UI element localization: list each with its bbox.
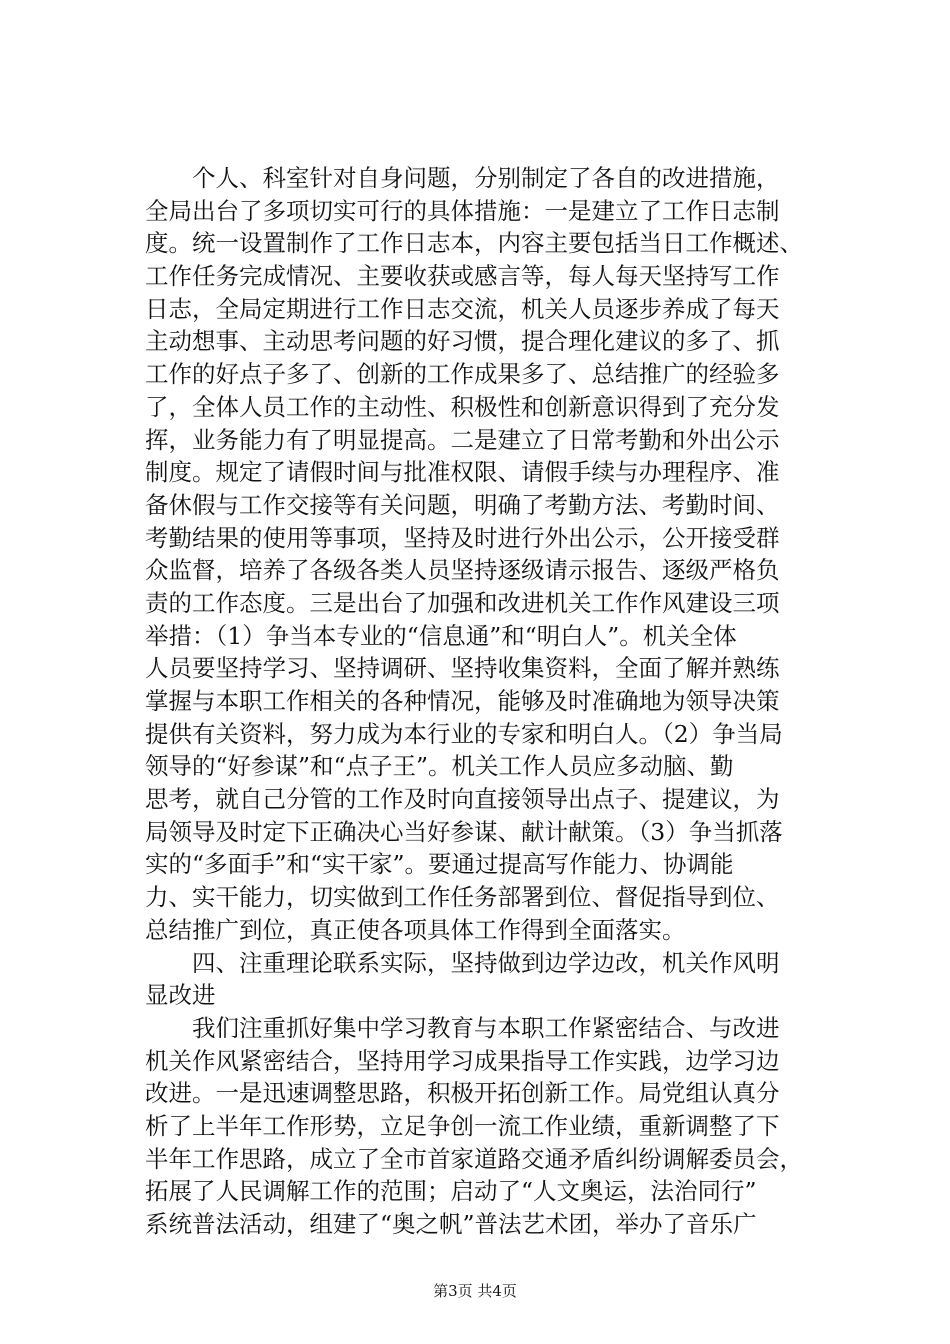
text-line: 半年工作思路，成立了全市首家道路交通矛盾纠纷调解委员会， bbox=[145, 1144, 803, 1173]
text-line: 机关作风紧密结合，坚持用学习成果指导工作实践，边学习边 bbox=[145, 1046, 780, 1075]
text-line: 人员要坚持学习、坚持调研、坚持收集资料，全面了解并熟练 bbox=[145, 654, 780, 683]
text-line: 思考，就自己分管的工作及时向直接领导出点子、提建议，为 bbox=[145, 785, 780, 814]
text-line: 备休假与工作交接等有关问题，明确了考勤方法、考勤时间、 bbox=[145, 490, 780, 519]
text-line: 力、实干能力，切实做到工作任务部署到位、督促指导到位、 bbox=[145, 883, 780, 912]
text-line: 度。统一设置制作了工作日志本，内容主要包括当日工作概述、 bbox=[145, 229, 803, 258]
text-line: 我们注重抓好集中学习教育与本职工作紧密结合、与改进 bbox=[192, 1013, 780, 1042]
text-line: 了，全体人员工作的主动性、积极性和创新意识得到了充分发 bbox=[145, 392, 780, 421]
text-line: 制度。规定了请假时间与批准权限、请假手续与办理程序、准 bbox=[145, 458, 780, 487]
text-line: 全局出台了多项切实可行的具体措施：一是建立了工作日志制 bbox=[145, 196, 780, 225]
text-line: 责的工作态度。三是出台了加强和改进机关工作作风建设三项 bbox=[145, 588, 780, 617]
text-line: 主动想事、主动思考问题的好习惯，提合理化建议的多了、抓 bbox=[145, 327, 780, 356]
text-line: 改进。一是迅速调整思路，积极开拓创新工作。局党组认真分 bbox=[145, 1079, 780, 1108]
text-line: 实的“多面手”和“实干家”。要通过提高写作能力、协调能 bbox=[145, 850, 734, 879]
text-line: 个人、科室针对自身问题，分别制定了各自的改进措施， bbox=[192, 164, 780, 192]
text-line: 领导的“好参谋”和“点子王”。机关工作人员应多动脑、勤 bbox=[145, 752, 734, 781]
text-line: 总结推广到位，真正使各项具体工作得到全面落实。 bbox=[145, 915, 686, 944]
text-line: 举措：（1）争当本专业的“信息通”和“明白人”。机关全体 bbox=[145, 621, 737, 650]
text-line: 众监督，培养了各级各类人员坚持逐级请示报告、逐级严格负 bbox=[145, 556, 780, 585]
body-text bbox=[145, 162, 835, 1241]
text-line: 挥，业务能力有了明显提高。二是建立了日常考勤和外出公示 bbox=[145, 425, 780, 454]
page-number-footer: 第3页 共4页 bbox=[433, 1282, 517, 1300]
text-line: 掌握与本职工作相关的各种情况，能够及时准确地为领导决策 bbox=[145, 687, 780, 715]
text-line: 局领导及时定下正确决心当好参谋、献计献策。（3）争当抓落 bbox=[145, 817, 783, 846]
section-heading-line: 显改进 bbox=[145, 981, 216, 1010]
text-line: 工作任务完成情况、主要收获或感言等，每人每天坚持写工作 bbox=[145, 262, 780, 291]
text-line: 考勤结果的使用等事项，坚持及时进行外出公示，公开接受群 bbox=[145, 523, 780, 552]
text-line: 拓展了人民调解工作的范围；启动了“人文奥运，法治同行” bbox=[145, 1177, 757, 1206]
text-line: 析了上半年工作形势，立足争创一流工作业绩，重新调整了下 bbox=[145, 1111, 780, 1140]
text-line: 日志，全局定期进行工作日志交流，机关人员逐步养成了每天 bbox=[145, 294, 780, 323]
section-heading-line: 四、注重理论联系实际，坚持做到边学边改，机关作风明 bbox=[192, 948, 780, 977]
text-line: 系统普法活动，组建了“奥之帆”普法艺术团，举办了音乐广 bbox=[145, 1210, 757, 1238]
text-line: 工作的好点子多了、创新的工作成果多了、总结推广的经验多 bbox=[145, 360, 780, 389]
text-line: 提供有关资料，努力成为本行业的专家和明白人。（2）争当局 bbox=[145, 719, 783, 748]
